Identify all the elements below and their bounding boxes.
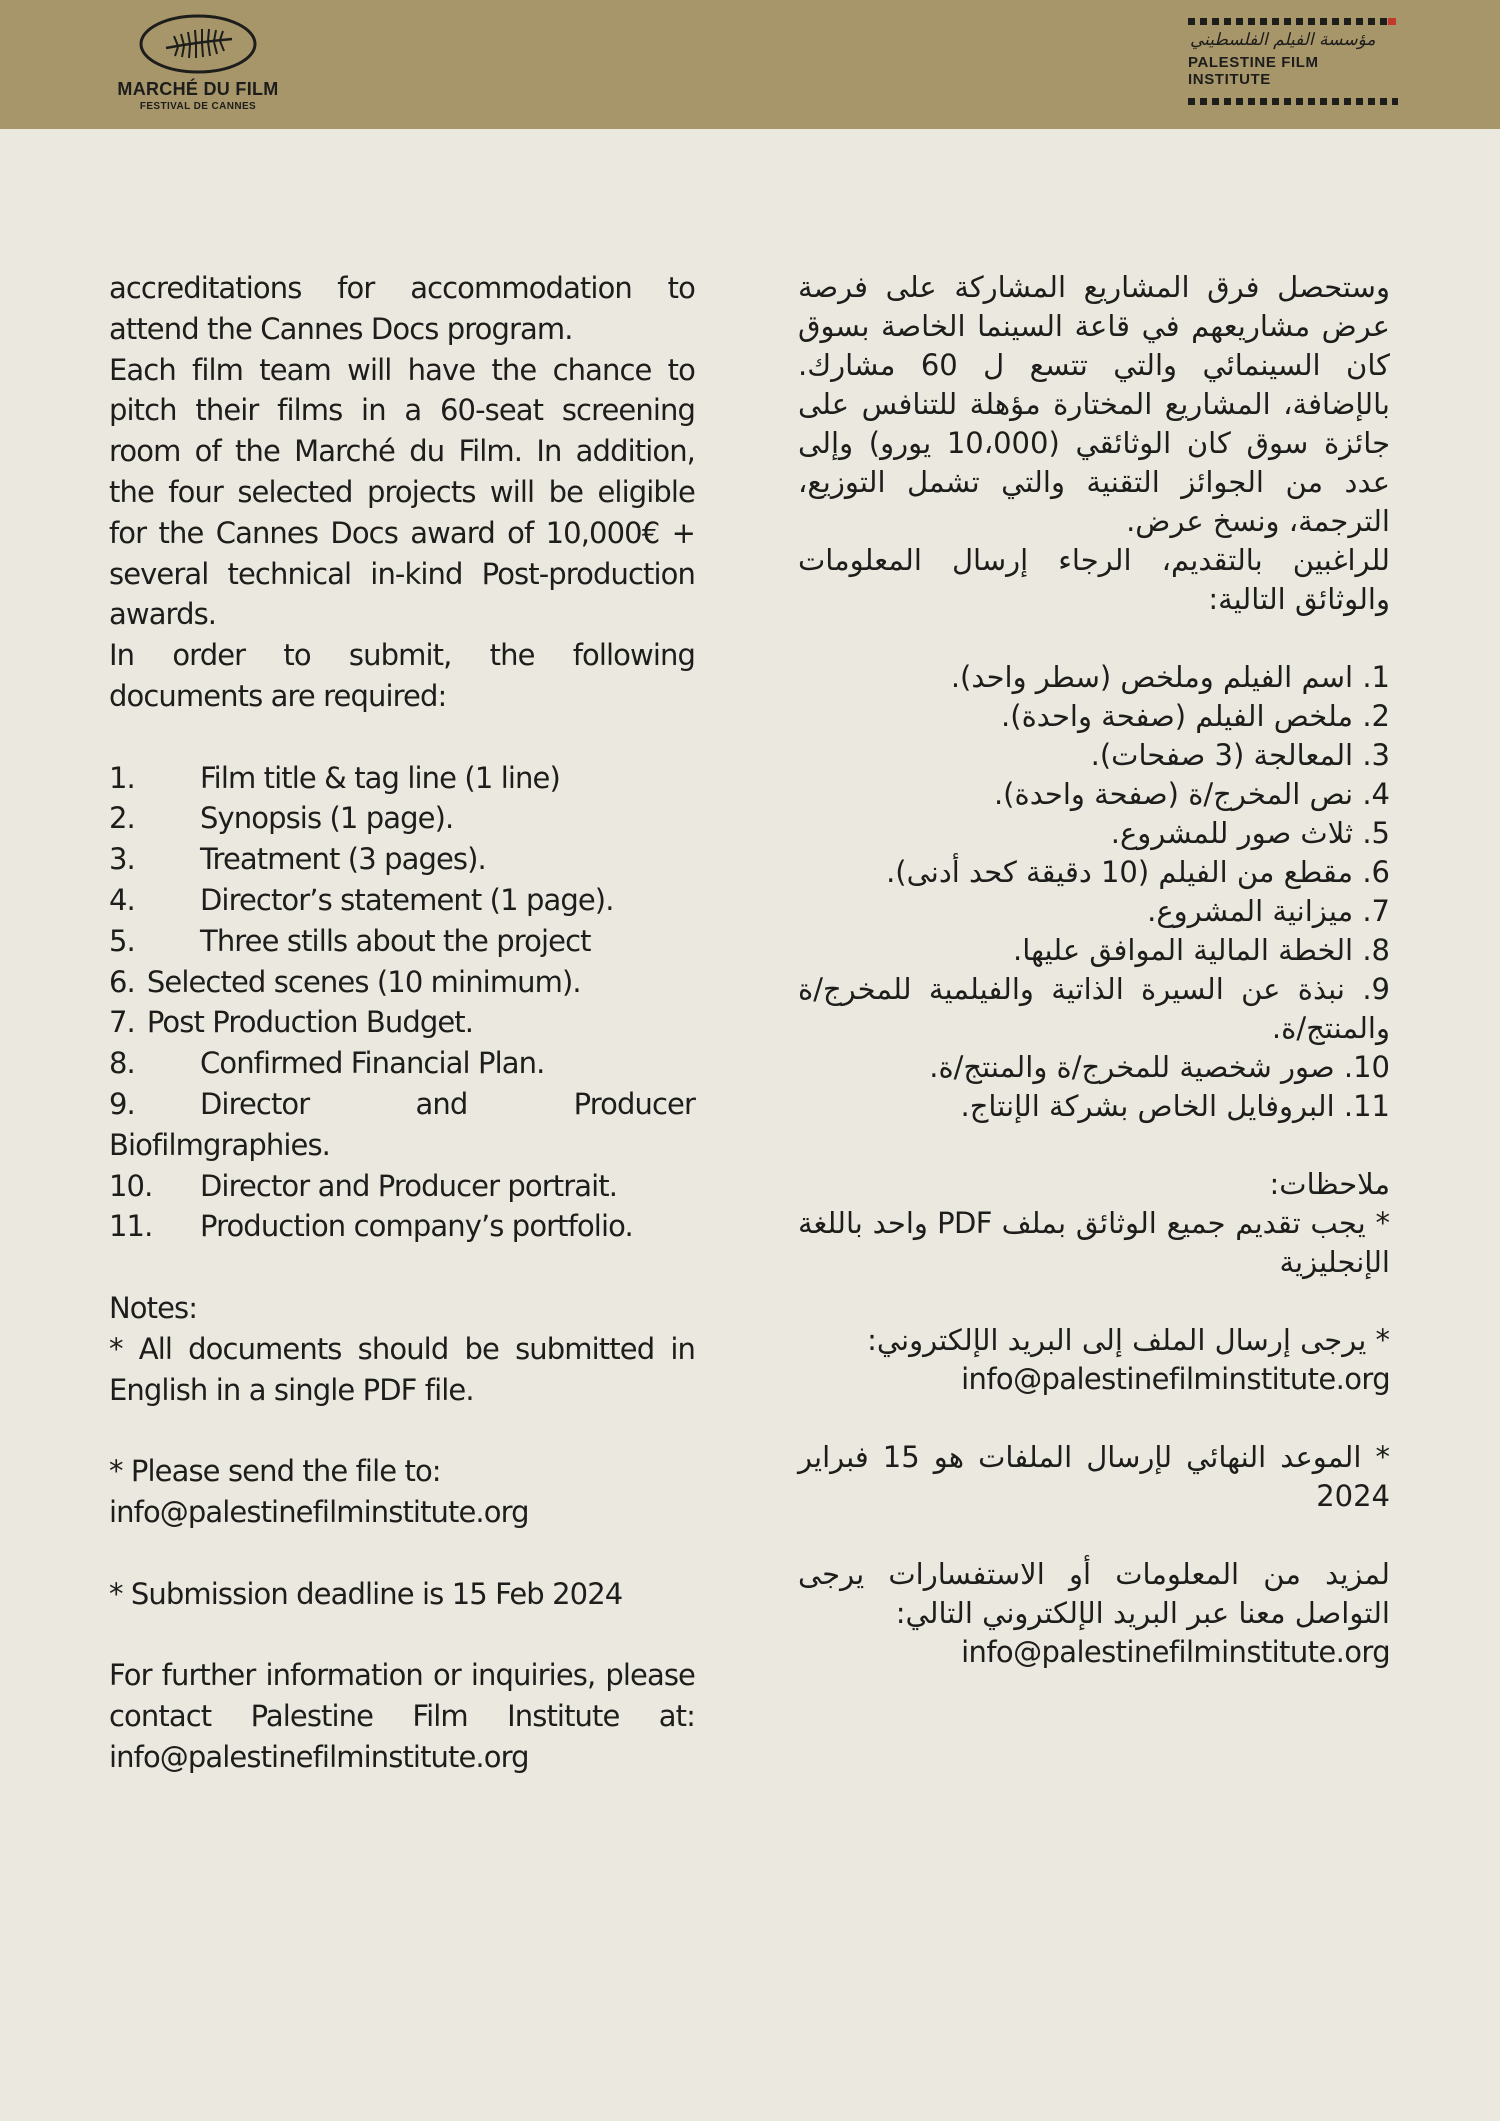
festival-de-cannes-subtitle: FESTIVAL DE CANNES <box>139 101 257 112</box>
english-note-send: * Please send the file to: <box>109 1454 441 1489</box>
list-item: 10. صور شخصية للمخرج/ة والمنتج/ة. <box>929 1050 1390 1084</box>
pfi-arabic-wordmark: مؤسسة الفيلم الفلسطيني <box>1190 30 1376 50</box>
list-item: 1. Film title & tag line (1 line) <box>109 760 560 795</box>
english-intro-submit: In order to submit, the following documents are required: <box>109 638 695 713</box>
list-item: 4. نص المخرج/ة (صفحة واحدة). <box>993 777 1390 811</box>
arabic-contact-email[interactable]: info@palestinefilminstitute.org <box>961 1635 1390 1669</box>
list-item: 8. الخطة المالية الموافق عليها. <box>1013 933 1390 967</box>
list-item: 9. نبذة عن السيرة الذاتية والفيلمية للمخرج/ة والمنتج/ة. <box>798 972 1390 1045</box>
list-item: 7. ميزانية المشروع. <box>1147 894 1390 928</box>
header-band <box>0 0 1500 129</box>
film-strip-top <box>1188 18 1388 25</box>
pfi-latin-wordmark: PALESTINE FILM INSTITUTE <box>1188 54 1319 88</box>
arabic-notes-title: ملاحظات: <box>1269 1167 1390 1201</box>
palestine-film-institute-logo <box>1188 18 1404 108</box>
list-item: 11. البروفايل الخاص بشركة الإنتاج. <box>960 1089 1390 1123</box>
english-note-deadline: * Submission deadline is 15 Feb 2024 <box>109 1576 623 1611</box>
arabic-column <box>798 268 1390 1672</box>
list-item: 2. Synopsis (1 page). <box>109 801 454 836</box>
marche-du-film-logo <box>112 12 284 122</box>
arabic-note-email[interactable]: info@palestinefilminstitute.org <box>961 1362 1390 1396</box>
list-item: 4. Director’s statement (1 page). <box>109 882 614 917</box>
film-strip-bottom <box>1188 98 1398 105</box>
list-item: 11. Production company’s portfolio. <box>109 1209 633 1244</box>
palm-leaf-icon <box>138 12 258 76</box>
english-column <box>109 268 695 1777</box>
list-item: 8. Confirmed Financial Plan. <box>109 1046 545 1081</box>
list-item: 6. مقطع من الفيلم (10 دقيقة كحد أدنى). <box>886 855 1390 889</box>
list-item: 9. Director and Producer <box>109 1086 695 1121</box>
english-note-pdf: * All documents should be submitted in English in a single PDF file. <box>109 1331 695 1407</box>
list-item: 6. Selected scenes (10 minimum). <box>109 964 581 999</box>
arabic-contact: لمزيد من المعلومات أو الاستفسارات يرجى التواصل معنا عبر البريد الإلكتروني التالي: <box>798 1557 1390 1630</box>
arabic-note-deadline: * الموعد النهائي لإرسال الملفات هو 15 فبراير 2024 <box>798 1440 1390 1513</box>
english-contact: For further information or inquiries, please contact Palestine Film Institute at: info@palestinefilminstitute.org <box>109 1658 695 1774</box>
arabic-note-send: * يرجى إرسال الملف إلى البريد الإلكتروني: <box>867 1323 1390 1357</box>
list-item: 3. المعالجة (3 صفحات). <box>1090 738 1390 772</box>
list-item: 5. ثلاث صور للمشروع. <box>1110 816 1390 850</box>
arabic-intro: وستحصل فرق المشاريع المشاركة على فرصة عرض مشاريعهم في قاعة السينما الخاصة بسوق كان السينمائي والتي تتسع ل 60 مشارك. بالإضافة، المشاريع المختارة مؤهلة للتنافس على جائزة سوق كان الوثائقي (10،000 يورو) وإلى عدد من الجوائز التقنية والتي تشمل التوزيع، الترجمة، ونسخ عرض. <box>798 270 1390 538</box>
list-item: 2. ملخص الفيلم (صفحة واحدة). <box>1001 699 1390 733</box>
list-item-continuation: Biofilmgraphies. <box>109 1127 330 1162</box>
english-document-list <box>109 758 695 1248</box>
list-item: 10. Director and Producer portrait. <box>109 1168 618 1203</box>
list-item: 5. Three stills about the project <box>109 923 591 958</box>
english-note-email[interactable]: info@palestinefilminstitute.org <box>109 1494 529 1529</box>
list-item: 1. اسم الفيلم وملخص (سطر واحد). <box>950 660 1390 694</box>
english-intro-pitch: Each film team will have the chance to pitch their films in a 60-seat screening room of the Marché du Film. In addition, the four selected projects will be eligible for the Cannes Docs award of 10,000€ + several technical in-kind Post-production awards. <box>109 352 695 632</box>
english-intro-accreditations: accreditations for accommodation to attend the Cannes Docs program. <box>109 271 695 346</box>
arabic-note-pdf: * يجب تقديم جميع الوثائق بملف PDF واحد باللغة الإنجليزية <box>798 1206 1390 1279</box>
list-item: 3. Treatment (3 pages). <box>109 842 486 877</box>
english-notes-title: Notes: <box>109 1290 198 1325</box>
arabic-request: للراغبين بالتقديم، الرجاء إرسال المعلومات والوثائق التالية: <box>798 543 1390 616</box>
arabic-document-list <box>798 658 1390 1126</box>
list-item: 7. Post Production Budget. <box>109 1005 474 1040</box>
marche-du-film-wordmark: MARCHÉ DU FILM <box>117 79 279 99</box>
red-accent-square <box>1388 18 1396 25</box>
